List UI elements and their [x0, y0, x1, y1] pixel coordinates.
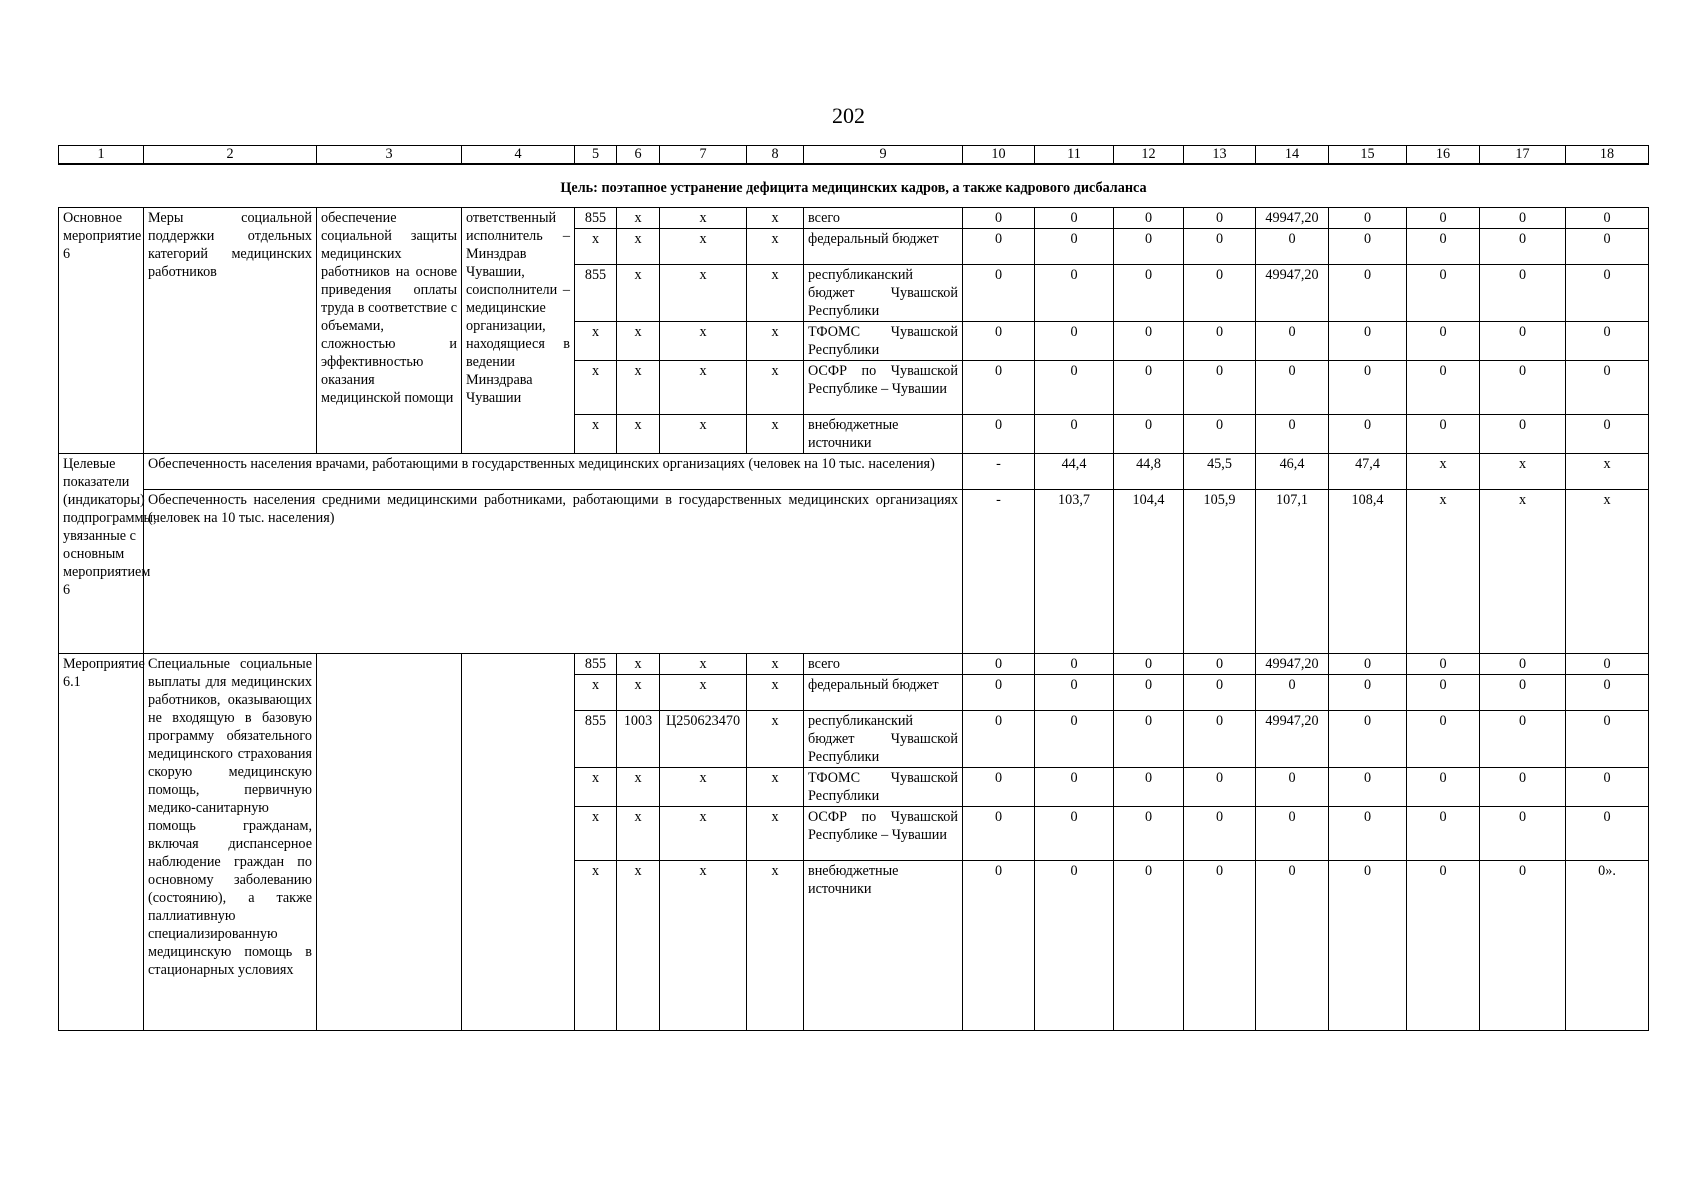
- section-code: x: [617, 322, 660, 361]
- funding-value: 0: [1480, 208, 1566, 229]
- funding-value: 0: [1407, 654, 1480, 675]
- target-indicator-value: x: [1480, 454, 1566, 490]
- goal-row: [59, 164, 1649, 208]
- target-item-code: x: [660, 361, 747, 415]
- funding-value: 0: [1566, 675, 1649, 711]
- expense-type-code: x: [747, 415, 804, 454]
- expense-type-code: x: [747, 208, 804, 229]
- funding-source: республиканский бюджет Чувашской Республики: [804, 711, 963, 768]
- funding-value: 0: [1256, 675, 1329, 711]
- expense-type-code: x: [747, 654, 804, 675]
- funding-value: 0: [1329, 675, 1407, 711]
- target-indicators-label: Целевые показатели (индикаторы) подпрограммы, увязанные с основным мероприятием 6: [59, 454, 144, 654]
- funding-value: 0: [1480, 322, 1566, 361]
- funding-source: ТФОМС Чувашской Республики: [804, 768, 963, 807]
- expense-type-code: x: [747, 861, 804, 1031]
- funding-value: 0: [1114, 361, 1184, 415]
- funding-value: 0: [1407, 208, 1480, 229]
- funding-source: ТФОМС Чувашской Республики: [804, 322, 963, 361]
- column-number: 7: [660, 146, 747, 165]
- column-number: 15: [1329, 146, 1407, 165]
- target-item-code: x: [660, 322, 747, 361]
- target-indicator-value: x: [1407, 490, 1480, 654]
- target-indicator-value: 44,8: [1114, 454, 1184, 490]
- funding-value: 0: [1035, 654, 1114, 675]
- target-indicator-value: 104,4: [1114, 490, 1184, 654]
- column-number: 8: [747, 146, 804, 165]
- column-number: 16: [1407, 146, 1480, 165]
- funding-value: 0: [1566, 322, 1649, 361]
- funding-value: 0: [1407, 265, 1480, 322]
- funding-value: 0: [963, 768, 1035, 807]
- funding-value: 0: [1480, 711, 1566, 768]
- funding-source: внебюджетные источники: [804, 861, 963, 1031]
- grbs-code: x: [575, 415, 617, 454]
- funding-value: 0: [1329, 807, 1407, 861]
- funding-value: 0: [1035, 229, 1114, 265]
- funding-value: 0: [1035, 208, 1114, 229]
- expense-type-code: x: [747, 711, 804, 768]
- funding-value: 49947,20: [1256, 654, 1329, 675]
- column-number: 3: [317, 146, 462, 165]
- funding-value: 49947,20: [1256, 265, 1329, 322]
- funding-value: 49947,20: [1256, 711, 1329, 768]
- funding-value: 0: [1407, 807, 1480, 861]
- funding-value: 0: [1329, 768, 1407, 807]
- funding-value: 0: [1114, 654, 1184, 675]
- funding-value: 0: [1035, 322, 1114, 361]
- target-indicator-text: Обеспеченность населения врачами, работающими в государственных медицинских организациях (человек на 10 тыс. населения): [144, 454, 963, 490]
- funding-value: 0: [1480, 654, 1566, 675]
- funding-value: 0: [1184, 861, 1256, 1031]
- funding-value: 0: [1407, 675, 1480, 711]
- funding-value: 0».: [1566, 861, 1649, 1031]
- funding-value: 0: [1566, 807, 1649, 861]
- activity-title: Специальные социальные выплаты для медицинских работников, оказывающих не входящую в базовую программу обязательного медицинского страхования скорую медицинскую помощь, первичную медико-санитарную помощь гражданам, включая диспансерное наблюдение граждан по основному заболеванию (состоянию), а также паллиативную специализированную медицинскую помощь в стационарных условиях: [144, 654, 317, 1031]
- funding-value: 0: [1566, 229, 1649, 265]
- funding-value: 0: [1184, 654, 1256, 675]
- funding-value: 0: [1035, 711, 1114, 768]
- funding-value: 0: [1184, 265, 1256, 322]
- section-code: x: [617, 675, 660, 711]
- section-code: x: [617, 208, 660, 229]
- target-item-code: x: [660, 208, 747, 229]
- funding-value: 0: [1566, 265, 1649, 322]
- funding-value: 0: [1480, 415, 1566, 454]
- funding-value: 0: [1480, 265, 1566, 322]
- target-indicator-value: x: [1566, 454, 1649, 490]
- grbs-code: 855: [575, 711, 617, 768]
- target-indicator-value: -: [963, 490, 1035, 654]
- funding-value: 0: [1114, 229, 1184, 265]
- grbs-code: x: [575, 361, 617, 415]
- expense-type-code: x: [747, 361, 804, 415]
- funding-value: 0: [1114, 675, 1184, 711]
- target-indicator-value: x: [1480, 490, 1566, 654]
- expense-type-code: x: [747, 322, 804, 361]
- target-item-code: x: [660, 654, 747, 675]
- column-number: 13: [1184, 146, 1256, 165]
- target-item-code: x: [660, 415, 747, 454]
- funding-value: 0: [1184, 415, 1256, 454]
- funding-value: 0: [1329, 322, 1407, 361]
- funding-source: федеральный бюджет: [804, 229, 963, 265]
- funding-value: 0: [963, 861, 1035, 1031]
- funding-value: 0: [1035, 807, 1114, 861]
- funding-value: 0: [1566, 415, 1649, 454]
- column-number: 14: [1256, 146, 1329, 165]
- column-number: 1: [59, 146, 144, 165]
- funding-value: 0: [1329, 654, 1407, 675]
- target-indicator-value: 45,5: [1184, 454, 1256, 490]
- funding-value: 0: [1184, 768, 1256, 807]
- target-item-code: x: [660, 807, 747, 861]
- target-indicator-value: 103,7: [1035, 490, 1114, 654]
- funding-value: 0: [963, 654, 1035, 675]
- activity-executors: ответственный исполнитель – Минздрав Чувашии, соисполнители – медицинские организации, находящиеся в ведении Минздрава Чувашии: [462, 208, 575, 454]
- funding-value: 0: [963, 807, 1035, 861]
- funding-value: 0: [963, 415, 1035, 454]
- funding-value: 0: [1256, 768, 1329, 807]
- funding-source: федеральный бюджет: [804, 675, 963, 711]
- grbs-code: 855: [575, 265, 617, 322]
- target-item-code: x: [660, 768, 747, 807]
- funding-value: 0: [1256, 415, 1329, 454]
- funding-value: 0: [1035, 265, 1114, 322]
- target-item-code: Ц250623470: [660, 711, 747, 768]
- section-code: x: [617, 861, 660, 1031]
- funding-value: 0: [1256, 322, 1329, 361]
- column-number: 9: [804, 146, 963, 165]
- table-body: [59, 146, 1649, 1031]
- funding-value: 0: [1480, 675, 1566, 711]
- activity-title: Меры социальной поддержки отдельных категорий медицинских работников: [144, 208, 317, 454]
- expense-type-code: x: [747, 265, 804, 322]
- column-number: 11: [1035, 146, 1114, 165]
- funding-value: 0: [1329, 361, 1407, 415]
- funding-value: 0: [1114, 807, 1184, 861]
- funding-value: 0: [1114, 711, 1184, 768]
- grbs-code: 855: [575, 654, 617, 675]
- funding-value: 0: [1256, 861, 1329, 1031]
- funding-value: 0: [963, 229, 1035, 265]
- funding-value: 0: [1566, 208, 1649, 229]
- grbs-code: 855: [575, 208, 617, 229]
- section-code: x: [617, 807, 660, 861]
- section-code: x: [617, 265, 660, 322]
- funding-value: 0: [1184, 361, 1256, 415]
- column-number: 4: [462, 146, 575, 165]
- expense-type-code: x: [747, 768, 804, 807]
- funding-value: 0: [1566, 768, 1649, 807]
- target-indicator-value: x: [1566, 490, 1649, 654]
- funding-value: 0: [1184, 229, 1256, 265]
- program-table-wrapper: [58, 145, 1648, 1031]
- section-code: x: [617, 229, 660, 265]
- column-number: 5: [575, 146, 617, 165]
- target-indicator-value: 107,1: [1256, 490, 1329, 654]
- funding-value: 0: [963, 265, 1035, 322]
- section-code: x: [617, 654, 660, 675]
- funding-value: 0: [1035, 861, 1114, 1031]
- funding-value: 0: [1407, 322, 1480, 361]
- activity-code: Мероприятие 6.1: [59, 654, 144, 1031]
- funding-value: 0: [963, 208, 1035, 229]
- funding-value: 0: [1566, 361, 1649, 415]
- funding-value: 0: [1114, 415, 1184, 454]
- funding-value: 0: [1184, 807, 1256, 861]
- target-item-code: x: [660, 861, 747, 1031]
- page-number: 202: [832, 103, 865, 128]
- funding-value: 0: [1184, 322, 1256, 361]
- column-numbers-row: [59, 146, 1649, 165]
- funding-source: ОСФР по Чувашской Республике – Чувашии: [804, 807, 963, 861]
- goal-text: Цель: поэтапное устранение дефицита медицинских кадров, а также кадрового дисбаланса: [59, 164, 1649, 208]
- funding-row: [59, 654, 1649, 675]
- section-code: 1003: [617, 711, 660, 768]
- column-number: 2: [144, 146, 317, 165]
- funding-value: 0: [1407, 361, 1480, 415]
- funding-source: республиканский бюджет Чувашской Республики: [804, 265, 963, 322]
- funding-value: 0: [1184, 711, 1256, 768]
- funding-value: 0: [1480, 807, 1566, 861]
- funding-value: 0: [1329, 711, 1407, 768]
- funding-value: 0: [1329, 229, 1407, 265]
- column-number: 12: [1114, 146, 1184, 165]
- funding-source: всего: [804, 208, 963, 229]
- funding-value: 0: [1407, 711, 1480, 768]
- target-item-code: x: [660, 229, 747, 265]
- funding-value: 0: [1329, 265, 1407, 322]
- target-indicator-value: 105,9: [1184, 490, 1256, 654]
- grbs-code: x: [575, 322, 617, 361]
- funding-value: 0: [1407, 229, 1480, 265]
- target-indicator-value: 46,4: [1256, 454, 1329, 490]
- funding-value: 0: [1114, 861, 1184, 1031]
- funding-source: внебюджетные источники: [804, 415, 963, 454]
- funding-source: всего: [804, 654, 963, 675]
- target-item-code: x: [660, 265, 747, 322]
- funding-value: 0: [1256, 807, 1329, 861]
- funding-value: 0: [1329, 861, 1407, 1031]
- funding-value: 0: [1114, 208, 1184, 229]
- funding-value: 0: [1480, 861, 1566, 1031]
- section-code: x: [617, 415, 660, 454]
- funding-value: 0: [1035, 361, 1114, 415]
- section-code: x: [617, 768, 660, 807]
- funding-value: 0: [1035, 768, 1114, 807]
- funding-value: 0: [1407, 768, 1480, 807]
- grbs-code: x: [575, 768, 617, 807]
- funding-value: 0: [1256, 229, 1329, 265]
- target-indicator-value: x: [1407, 454, 1480, 490]
- activity-purpose: [317, 654, 462, 1031]
- funding-value: 0: [1035, 675, 1114, 711]
- funding-value: 0: [1566, 711, 1649, 768]
- funding-value: 0: [1566, 654, 1649, 675]
- target-indicator-value: 47,4: [1329, 454, 1407, 490]
- funding-value: 0: [963, 361, 1035, 415]
- funding-value: 0: [1114, 768, 1184, 807]
- funding-value: 0: [1329, 415, 1407, 454]
- activity-purpose: обеспечение социальной защиты медицинских работников на основе приведения оплаты труда в соответствие с объемами, сложностью и эффективностью оказания медицинской помощи: [317, 208, 462, 454]
- funding-value: 0: [963, 711, 1035, 768]
- target-indicator-value: -: [963, 454, 1035, 490]
- funding-row: [59, 208, 1649, 229]
- expense-type-code: x: [747, 807, 804, 861]
- funding-value: 0: [1114, 322, 1184, 361]
- grbs-code: x: [575, 807, 617, 861]
- expense-type-code: x: [747, 675, 804, 711]
- target-indicator-row: [59, 454, 1649, 490]
- funding-value: 0: [1480, 768, 1566, 807]
- column-number: 6: [617, 146, 660, 165]
- funding-source: ОСФР по Чувашской Республике – Чувашии: [804, 361, 963, 415]
- funding-value: 49947,20: [1256, 208, 1329, 229]
- funding-value: 0: [963, 675, 1035, 711]
- column-number: 17: [1480, 146, 1566, 165]
- column-number: 10: [963, 146, 1035, 165]
- target-item-code: x: [660, 675, 747, 711]
- program-table: [58, 145, 1649, 1031]
- funding-value: 0: [1407, 861, 1480, 1031]
- funding-value: 0: [1114, 265, 1184, 322]
- section-code: x: [617, 361, 660, 415]
- funding-value: 0: [1184, 675, 1256, 711]
- column-number: 18: [1566, 146, 1649, 165]
- activity-code: Основное мероприятие 6: [59, 208, 144, 454]
- funding-value: 0: [1329, 208, 1407, 229]
- funding-value: 0: [1035, 415, 1114, 454]
- grbs-code: x: [575, 229, 617, 265]
- grbs-code: x: [575, 861, 617, 1031]
- funding-value: 0: [963, 322, 1035, 361]
- target-indicator-value: 108,4: [1329, 490, 1407, 654]
- funding-value: 0: [1407, 415, 1480, 454]
- funding-value: 0: [1256, 361, 1329, 415]
- expense-type-code: x: [747, 229, 804, 265]
- grbs-code: x: [575, 675, 617, 711]
- activity-executors: [462, 654, 575, 1031]
- target-indicator-value: 44,4: [1035, 454, 1114, 490]
- target-indicator-text: Обеспеченность населения средними медицинскими работниками, работающими в государственных медицинских организациях (человек на 10 тыс. населения): [144, 490, 963, 654]
- target-indicator-row: [59, 490, 1649, 654]
- funding-value: 0: [1480, 361, 1566, 415]
- funding-value: 0: [1480, 229, 1566, 265]
- funding-value: 0: [1184, 208, 1256, 229]
